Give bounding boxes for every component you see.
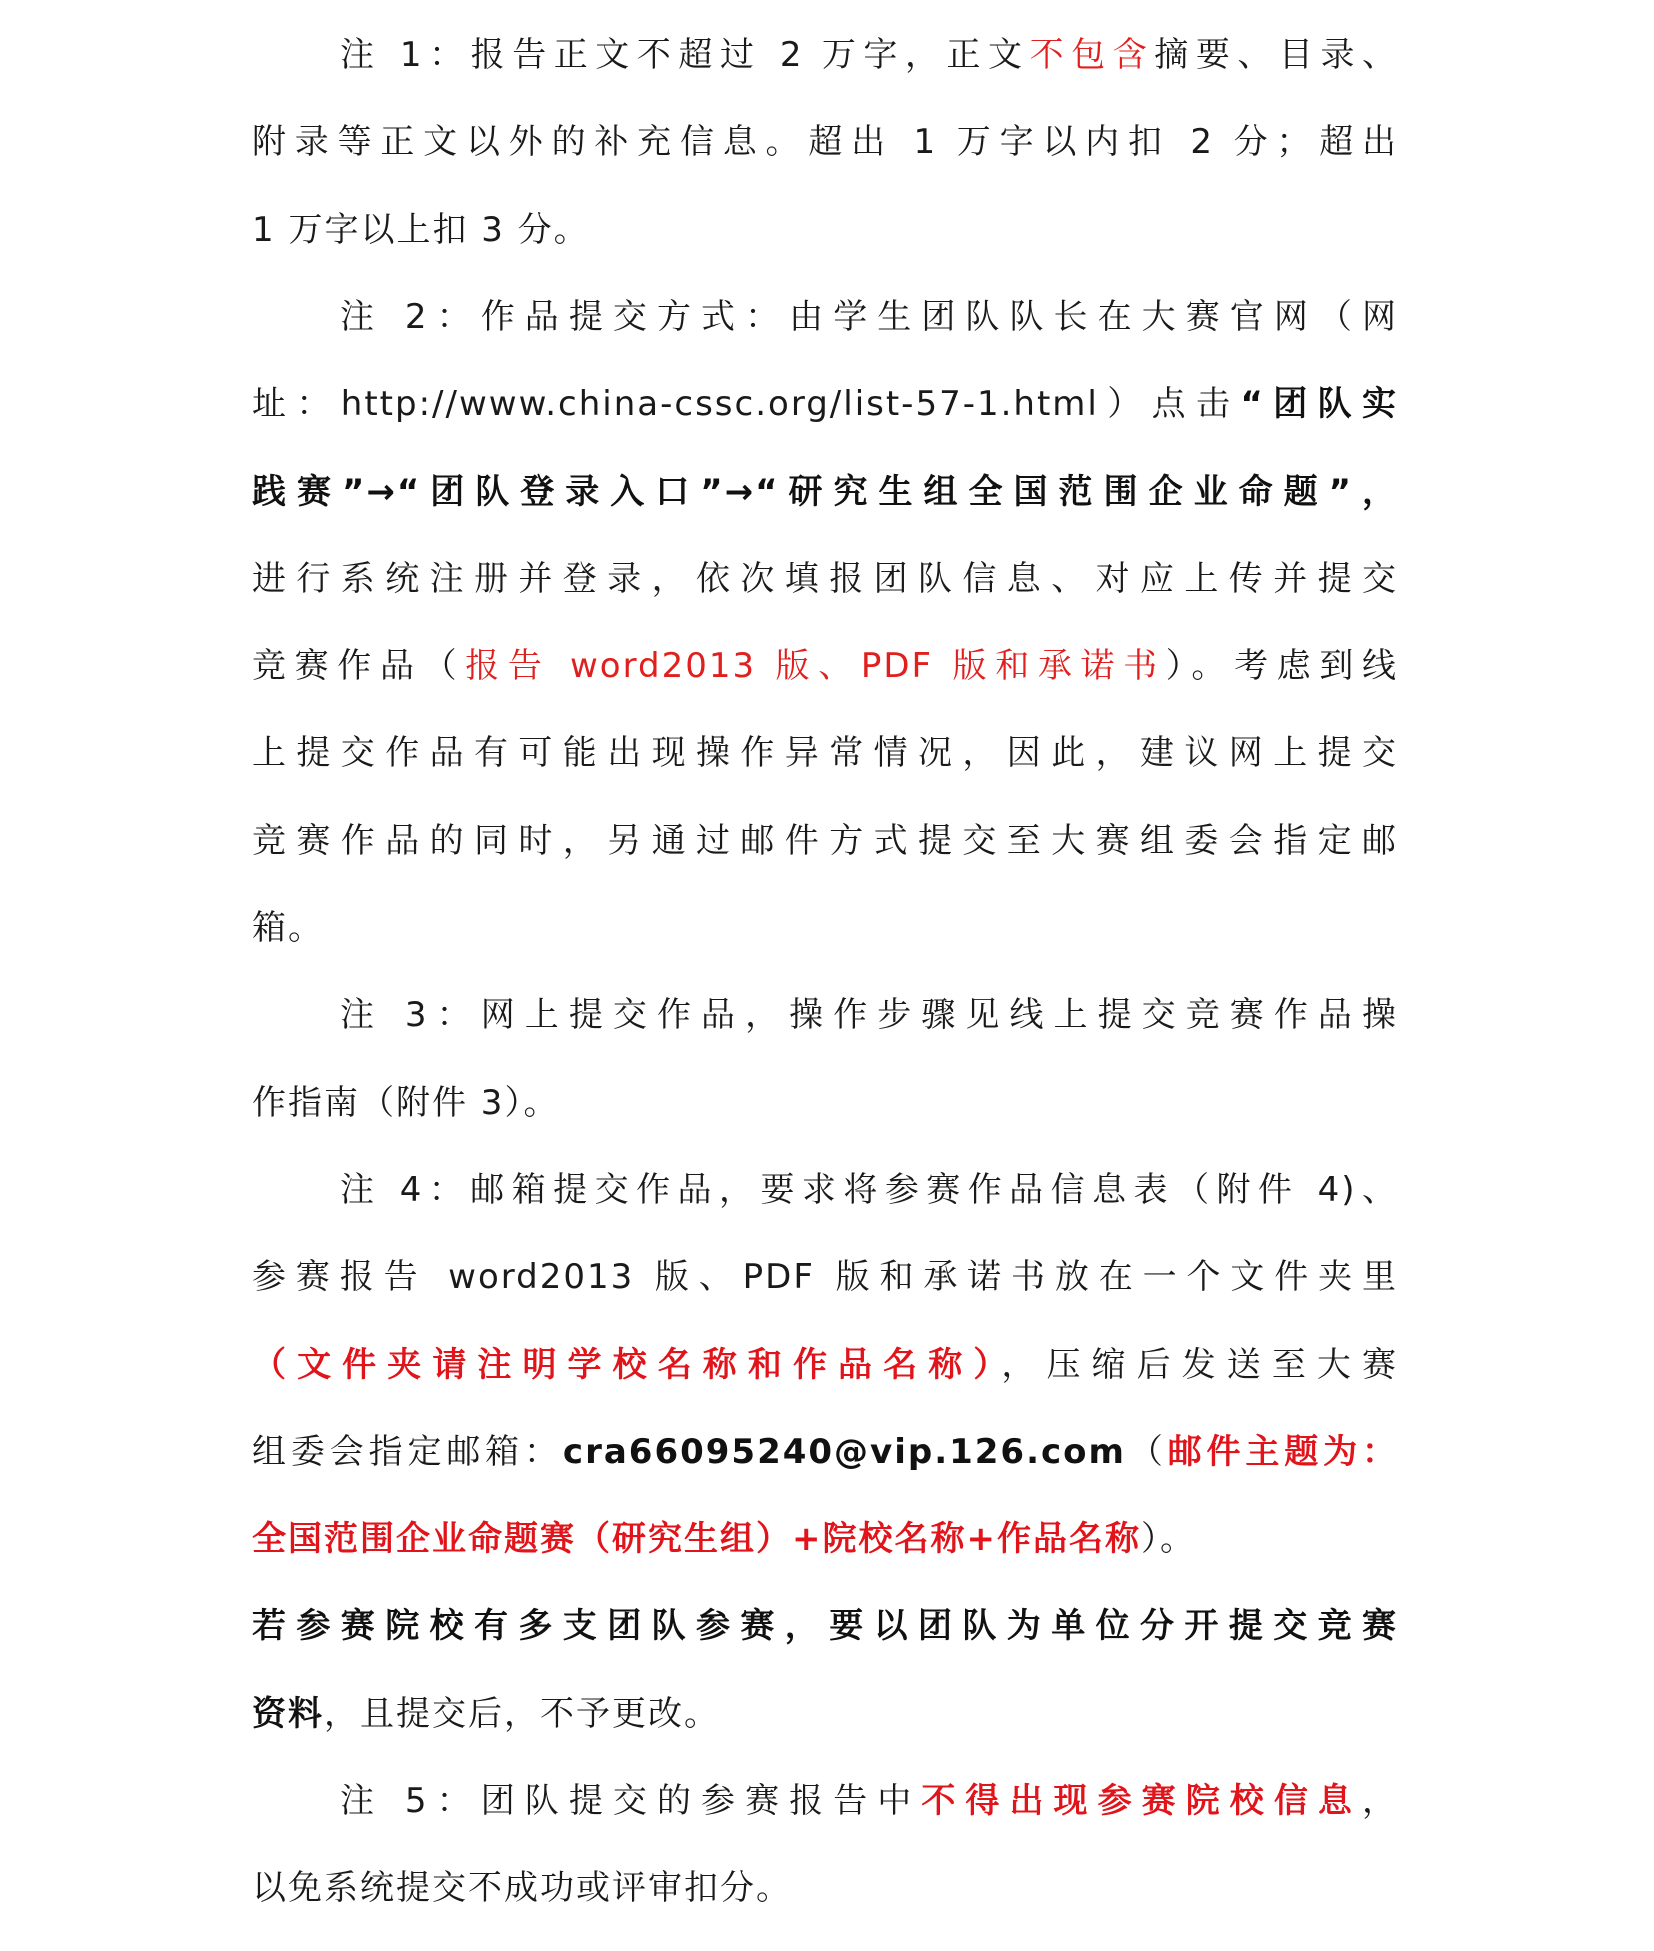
text-line — [252, 1252, 1398, 1302]
text-run: 箱。 — [252, 908, 324, 948]
text-line — [252, 1340, 1398, 1390]
text-run: 摘要、目录、 — [1154, 35, 1399, 75]
bold-text: 资料 — [252, 1693, 324, 1734]
text-run: ，压缩后发送至大赛 — [1001, 1344, 1398, 1385]
text-line — [252, 117, 1398, 167]
text-line — [252, 903, 1398, 953]
text-line — [252, 1078, 1398, 1128]
highlight-red-text: 不包含 — [1029, 35, 1155, 75]
text-run: 参赛报告 word2013 版、PDF 版和承诺书放在一个文件夹里 — [252, 1257, 1398, 1298]
text-line — [252, 641, 1398, 691]
text-line — [252, 1514, 1398, 1564]
text-run: 注 2：作品提交方式：由学生团队队长在大赛官网（网 — [340, 296, 1398, 337]
text-run: ，且提交后，不予更改。 — [324, 1693, 720, 1734]
text-line — [252, 1863, 1398, 1913]
text-line — [340, 1776, 1398, 1826]
text-run: 竞赛作品（ — [252, 646, 466, 687]
text-run: 1 万字以上扣 3 分。 — [252, 209, 590, 250]
text-run: 上提交作品有可能出现操作异常情况，因此，建议网上提交 — [252, 733, 1398, 774]
text-run: ）。 — [1140, 1519, 1196, 1560]
text-line — [252, 379, 1398, 429]
text-line — [252, 1601, 1398, 1651]
text-line — [252, 205, 1398, 255]
bold-text: 若参赛院校有多支团队参赛，要以团队为单位分开提交竞赛 — [252, 1606, 1398, 1647]
text-line — [252, 1689, 1398, 1739]
text-run: 竞赛作品的同时，另通过邮件方式提交至大赛组委会指定邮 — [252, 820, 1398, 861]
highlight-red-bold-text: （文件夹请注明学校名称和作品名称） — [252, 1344, 1002, 1385]
text-run: 组委会指定邮箱： — [252, 1431, 563, 1472]
text-line — [252, 467, 1398, 517]
text-line — [340, 990, 1398, 1040]
text-run: ， — [1362, 1781, 1398, 1821]
website-url-text: 址：http://www.china-cssc.org/list-57-1.html）点击 — [252, 384, 1241, 425]
text-line — [252, 554, 1398, 604]
bold-text: “团队实 — [1240, 384, 1398, 425]
text-run: （ — [1125, 1431, 1168, 1472]
text-run: 以免系统提交不成功或评审扣分。 — [252, 1868, 792, 1909]
text-line — [252, 1427, 1398, 1477]
text-run: 注 1：报告正文不超过 2 万字，正文 — [340, 35, 1030, 75]
text-run: ）。考虑到线 — [1165, 646, 1399, 687]
highlight-red-bold-text: 邮件主题为： — [1167, 1431, 1399, 1472]
text-run: 作指南（附件 3）。 — [252, 1082, 560, 1123]
text-line — [340, 1165, 1398, 1215]
highlight-red-bold-text: 不得出现参赛院校信息 — [921, 1781, 1362, 1821]
text-line — [340, 292, 1398, 342]
text-run: 注 4：邮箱提交作品，要求将参赛作品信息表（附件 4)、 — [340, 1169, 1398, 1210]
text-line — [252, 728, 1398, 778]
text-run: 附录等正文以外的补充信息。超出 1 万字以内扣 2 分；超出 — [252, 122, 1398, 163]
highlight-red-text: 报告 word2013 版、PDF 版和承诺书 — [465, 646, 1166, 687]
email-address: cra66095240@vip.126.com — [562, 1431, 1126, 1472]
text-line — [340, 30, 1398, 80]
text-run: 注 5：团队提交的参赛报告中 — [340, 1781, 922, 1821]
highlight-red-bold-text: 全国范围企业命题赛（研究生组）+院校名称+作品名称 — [252, 1519, 1141, 1560]
bold-text: 践赛”→“团队登录入口”→“研究生组全国范围企业命题”， — [252, 471, 1398, 512]
text-run: 进行系统注册并登录，依次填报团队信息、对应上传并提交 — [252, 558, 1398, 599]
text-line — [252, 816, 1398, 866]
text-run: 注 3：网上提交作品，操作步骤见线上提交竞赛作品操 — [340, 995, 1398, 1036]
